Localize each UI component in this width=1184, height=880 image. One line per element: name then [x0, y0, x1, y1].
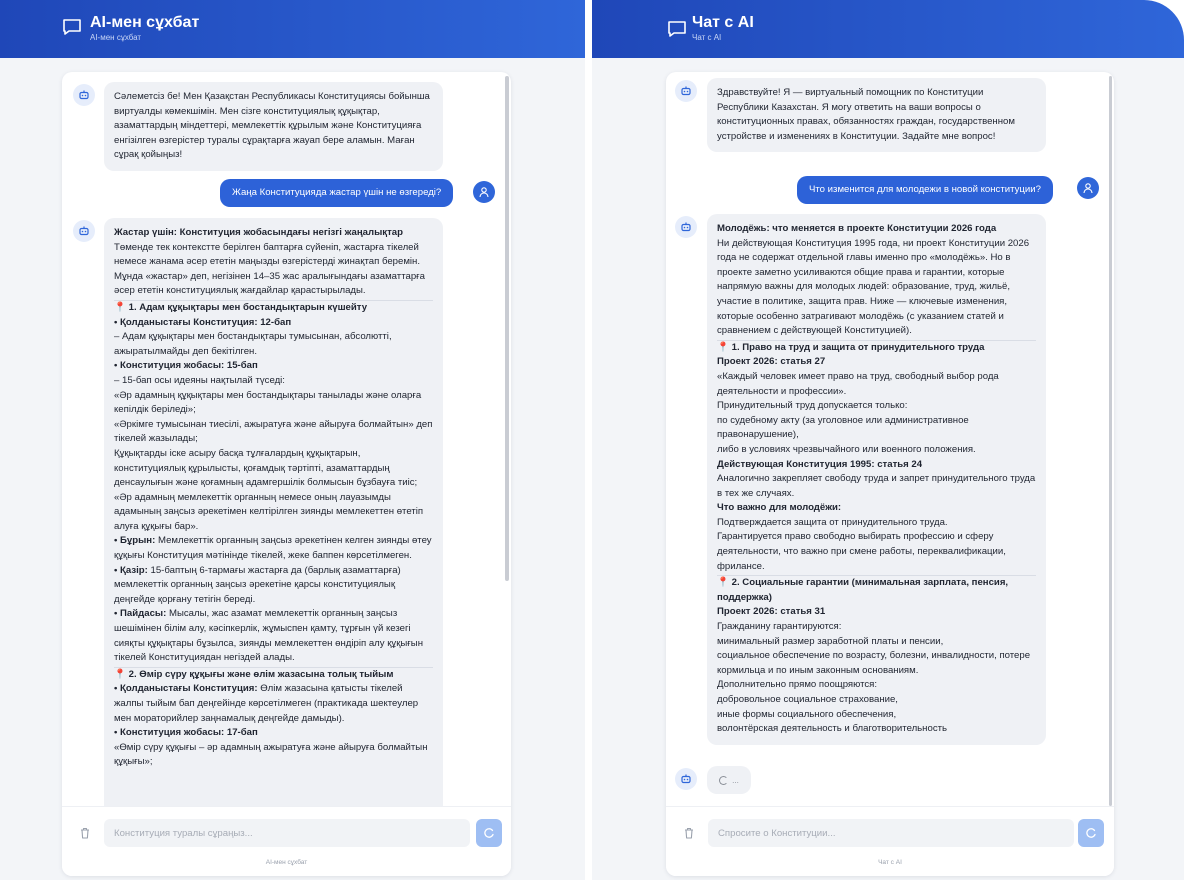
answer-text: социальное обеспечение по возрасту, болезни, инвалидности, потере кормильца и по иным законным основаниям.	[717, 650, 1031, 676]
bot-avatar	[675, 216, 697, 238]
section-title: 📍 1. Право на труд и защита от принудительного труда	[717, 341, 985, 353]
answer-text: Аналогично закрепляет свободу труда и запрет принудительного труда в тех же случаях.	[717, 473, 1036, 499]
answer-text: Гражданину гарантируются:	[717, 621, 842, 633]
section-title: 📍 1. Адам құқықтары мен бостандықтарын күшейту	[114, 301, 368, 313]
answer-text: Құқықтарды іске асыру басқа тұлғалардың құқықтарын, конституциялық құрылысты, қоғамдық тәртіпті, азаматтардың денсаулығын және қоғамның адамгершілік болмысын бұзбауға тиіс;	[114, 447, 418, 489]
answer-intro: Төменде тек контекстте берілген баптарға сүйеніп, жастарға тікелей немесе жанама әсер ететін маңызды өзгерістерді жинақтап беремін. Мұнда «жастар» деп, негізінен 14–35 жас аралығындағы азаматтарға әсер ететін конституциялық жағдайлар қарастырылады.	[114, 241, 425, 297]
typing-dots: ...	[732, 775, 739, 785]
scrollbar[interactable]	[505, 76, 509, 581]
message-list[interactable]	[62, 72, 511, 806]
bot-avatar	[675, 80, 697, 102]
send-icon	[1085, 827, 1097, 839]
scrollbar[interactable]	[1109, 76, 1112, 806]
user-message: Жаңа Конституцияда жастар үшін не өзгереді?	[220, 179, 453, 207]
current-label: Действующая Конституция 1995: статья 24	[717, 458, 923, 470]
user-avatar	[473, 181, 495, 203]
input-bar	[666, 806, 1114, 876]
answer-text: Гарантируется право свободно выбирать профессию и сферу деятельности, что важно при смене работы, переквалификации, фрилансе.	[717, 531, 1006, 572]
chat-window-kazakh	[0, 0, 585, 880]
answer-text: «Өмір сүру құқығы – әр адамның ажыратуға және айыруға болмайтын құқығы»;	[114, 741, 428, 768]
send-button[interactable]	[476, 819, 502, 847]
answer-text: добровольное социальное страхование,	[717, 694, 898, 705]
answer-text: «Каждый человек имеет право на труд, свободный выбор рода деятельности и профессии».	[717, 370, 999, 397]
bot-avatar	[73, 84, 95, 106]
spinner-icon	[719, 776, 728, 785]
bot-message-greeting: Сәлеметсіз бе! Мен Қазақстан Республикасы Конституциясы бойынша виртуалды көмекшімін. Мен сізге конституциялық құқықтар, азаматтардың міндеттері, мемлекеттік құрылым және Конституцияға енгізілген өзгерістер туралы сұрақтарға жауап бере аламын. Маған сұрақ қойыңыз!	[104, 82, 443, 171]
answer-text: иные формы социального обеспечения,	[717, 708, 897, 720]
chat-subtitle: Чат с AI	[692, 33, 722, 42]
bot-icon	[78, 225, 90, 237]
bot-avatar	[73, 220, 95, 242]
answer-text: Принудительный труд допускается только:	[717, 400, 908, 412]
important-label: Что важно для молодёжи:	[717, 502, 842, 514]
answer-text: Подтверждается защита от принудительного труда.	[717, 516, 948, 528]
bot-icon	[78, 89, 90, 101]
current-label: • Қолданыстағы Конституция:	[114, 683, 258, 695]
before-label: • Бұрын:	[114, 535, 156, 547]
answer-text: «Әркімге тумысынан тиесілі, ажыратуға және айыруға болмайтын» деп тікелей жазылады;	[114, 418, 433, 445]
answer-text: либо в условиях чрезвычайного или военного положения.	[717, 443, 976, 455]
trash-icon[interactable]	[78, 826, 92, 840]
answer-text: – Адам құқықтары мен бостандықтары тумысынан, абсолютті, ажыратылмайды деп бекітілген.	[114, 331, 392, 357]
bot-icon	[680, 85, 692, 97]
answer-text: Мысалы, жас азамат мемлекеттік органның заңсыз шешімінен білім алу, кәсіпкерлік, жұмыспен қамту, тұрғын үй кезегі сияқты құқықтары бұзылса, зиянды мемлекеттен өндіріп алу құқығын тікелей Конституциядан негіздей алады.	[114, 608, 423, 664]
answer-text: – 15-бап осы идеяны нақтылай түседі:	[114, 374, 285, 386]
bot-message-answer	[104, 218, 443, 806]
chat-title: Чат с AI	[692, 14, 754, 31]
bot-message-answer	[707, 214, 1046, 745]
bot-icon	[680, 221, 692, 233]
chat-title: AI-мен сұхбат	[90, 14, 200, 31]
message-input[interactable]	[104, 819, 470, 847]
draft-label: • Конституция жобасы: 15-бап	[114, 360, 258, 372]
bot-icon	[680, 773, 692, 785]
message-input[interactable]	[708, 819, 1074, 847]
chat-icon	[62, 18, 82, 36]
chat-icon	[667, 20, 687, 38]
typing-indicator	[707, 766, 751, 794]
chat-card	[666, 72, 1114, 876]
bot-message-greeting: Здравствуйте! Я — виртуальный помощник по Конституции Республики Казахстан. Я могу ответить на ваши вопросы о конституционных правах, обязанностях граждан, государственном устройстве и изменениях в Конституции. Задайте мне вопрос!	[707, 78, 1046, 152]
chat-header	[592, 0, 1184, 58]
answer-text: Дополнительно прямо поощряются:	[717, 679, 878, 691]
current-label: • Қолданыстағы Конституция: 12-бап	[114, 316, 292, 328]
answer-text: «Әр адамның құқықтары мен бостандықтары танылады және оларға кепілдік беріледі»;	[114, 389, 422, 416]
chat-subtitle: AI-мен сұхбат	[90, 33, 142, 42]
message-list[interactable]	[666, 72, 1114, 806]
draft-label: • Конституция жобасы: 17-бап	[114, 727, 258, 739]
user-message: Что изменится для молодежи в новой конституции?	[797, 176, 1053, 204]
bot-avatar	[675, 768, 697, 790]
answer-heading: Жастар үшін: Конституция жобасындағы негізгі жаңалықтар	[114, 227, 403, 238]
user-icon	[1082, 182, 1094, 194]
footer-note: Чат с AI	[878, 859, 902, 866]
answer-text: Өлім жазасына қатысты тікелей жалпы тыйым бап деңгейінде көрсетілмеген (практикада шектеулер мен мораторийлер заңнамалық деңгейде дамыды).	[114, 683, 419, 724]
draft-label: Проект 2026: статья 31	[717, 606, 826, 618]
now-label: • Қазір:	[114, 564, 148, 576]
answer-text: по судебному акту (за уголовное или административное правонарушение),	[717, 414, 969, 441]
user-icon	[478, 186, 490, 198]
draft-label: Проект 2026: статья 27	[717, 356, 826, 368]
trash-icon[interactable]	[682, 826, 696, 840]
section-title: 📍 2. Өмір сүру құқығы және өлім жазасына толық тыйым	[114, 668, 394, 680]
answer-text: минимальный размер заработной платы и пенсии,	[717, 635, 944, 647]
chat-header	[0, 0, 585, 58]
answer-text: «Әр адамның мемлекеттік органның немесе оның лауазымды адамының заңсыз әрекетімен келтірілген зиянды мемлекеттен өтетіп алуға құқығы бар».	[114, 491, 424, 532]
send-icon	[483, 827, 495, 839]
answer-text: Мемлекеттік органның заңсыз әрекетінен келген зиянды өтеу құқығы Конституция мәтінінде тікелей, жеке баппен көрсетілмеген.	[114, 535, 432, 562]
section-title: 📍 2. Социальные гарантии (минимальная зарплата, пенсия, поддержка)	[717, 577, 1009, 603]
input-bar	[62, 806, 511, 876]
answer-intro: Ни действующая Конституция 1995 года, ни проект Конституции 2026 года не содержат отдельной главы именно про «молодёжь». Но в проекте заметно усиливаются общие права и гарантии, которые напрямую важны для молодых людей: образование, труд, жильё, участие в политике, защита прав. Ниже — ключевые изменения, которые особенно затрагивают молодёжь (с указанием статей и сравнением с действующей Конституцией).	[717, 237, 1030, 337]
answer-text: волонтёрская деятельность и благотворительность	[717, 723, 948, 735]
chat-card	[62, 72, 511, 876]
send-button[interactable]	[1078, 819, 1104, 847]
benefit-label: • Пайдасы:	[114, 608, 167, 620]
user-avatar	[1077, 177, 1099, 199]
footer-note: AI-мен сұхбат	[265, 859, 308, 866]
answer-heading: Молодёжь: что меняется в проекте Конституции 2026 года	[717, 223, 997, 234]
answer-text: 15-баптың 6-тармағы жастарға да (барлық азаматтарға) мемлекеттік органның заңсыз әрекетіне қарсы конституциялық деңгейде қорғану тетігін береді.	[114, 564, 401, 605]
